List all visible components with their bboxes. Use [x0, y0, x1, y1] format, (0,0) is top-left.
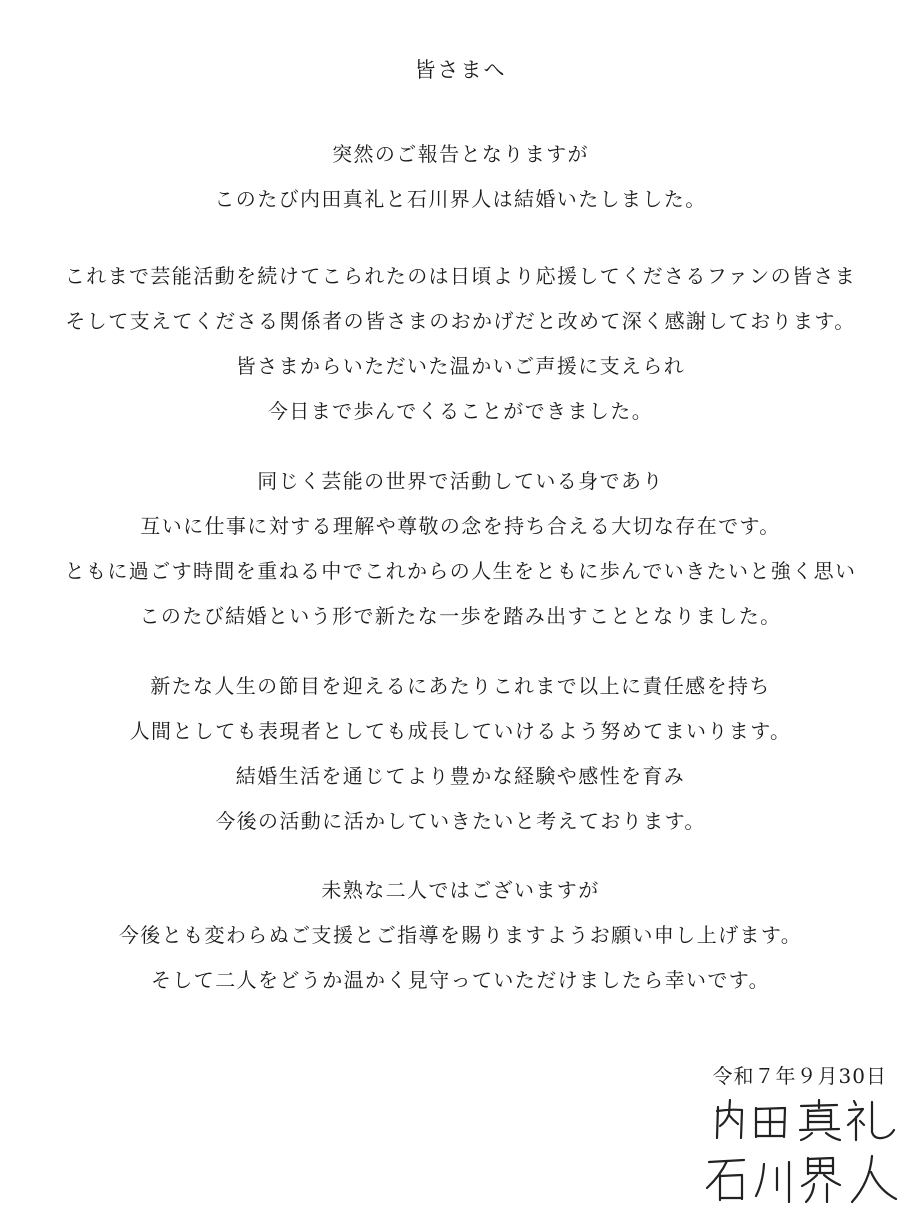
paragraph-line: 今後の活動に活かしていきたいと考えております。 [215, 809, 706, 833]
letter-date: 令和７年９月30日 [712, 1064, 887, 1088]
signature-char [717, 1100, 742, 1138]
paragraph-line: 今後とも変わらぬご支援とご指導を賜りますようお願い申し上げます。 [118, 923, 803, 947]
handwritten-signature [700, 1098, 900, 1208]
paragraph-commitment [0, 664, 921, 844]
paragraph-announcement [0, 132, 921, 222]
paragraph-line: 同じく芸能の世界で活動している身であり [257, 469, 664, 493]
paragraph-gratitude [0, 254, 921, 434]
paragraph-line: 人間としても表現者としても成長していけるよう努めてまいります。 [129, 719, 792, 743]
signature-char [852, 1156, 896, 1202]
paragraph-line: 皆さまからいただいた温かいご声援に支えられ [235, 354, 686, 378]
salutation: 皆さまへ [414, 58, 507, 82]
paragraph-closing [0, 868, 921, 1003]
paragraph-line: このたび結婚という形で新たな一歩を踏み出すこととなりました。 [139, 604, 782, 628]
paragraph-line: 未熟な二人ではございますが [321, 878, 600, 902]
paragraph-line: 今日まで歩んでくることができました。 [267, 399, 654, 423]
paragraph-line: そして二人をどうか温かく見守っていただけましたら幸いです。 [151, 968, 770, 992]
signature-char [756, 1108, 785, 1137]
paragraph-line: このたび内田真礼と石川界人は結婚いたしました。 [214, 187, 707, 211]
paragraph-line: これまで芸能活動を続けてこられたのは日頃より応援してくださるファンの皆さま [64, 264, 857, 288]
paragraph-line: 新たな人生の節目を迎えるにあたりこれまで以上に責任感を持ち [150, 674, 771, 698]
paragraph-partnership [0, 459, 921, 639]
signature-char [756, 1162, 789, 1202]
paragraph-line: 突然のご報告となりますが [332, 142, 589, 166]
paragraph-line: そして支えてくださる関係者の皆さまのおかげだと改めて深く感謝しております。 [65, 309, 856, 333]
paragraph-line: ともに過ごす時間を重ねる中でこれからの人生をともに歩んでいきたいと強く思い [64, 559, 857, 583]
signature-char [802, 1158, 840, 1202]
paragraph-line: 結婚生活を通じてより豊かな経験や感性を育み [235, 764, 686, 788]
signature-char [707, 1160, 744, 1200]
signature-char [848, 1101, 894, 1140]
paragraph-line: 互いに仕事に対する理解や尊敬の念を持ち合える大切な存在です。 [140, 514, 781, 538]
signature-char [800, 1100, 840, 1140]
